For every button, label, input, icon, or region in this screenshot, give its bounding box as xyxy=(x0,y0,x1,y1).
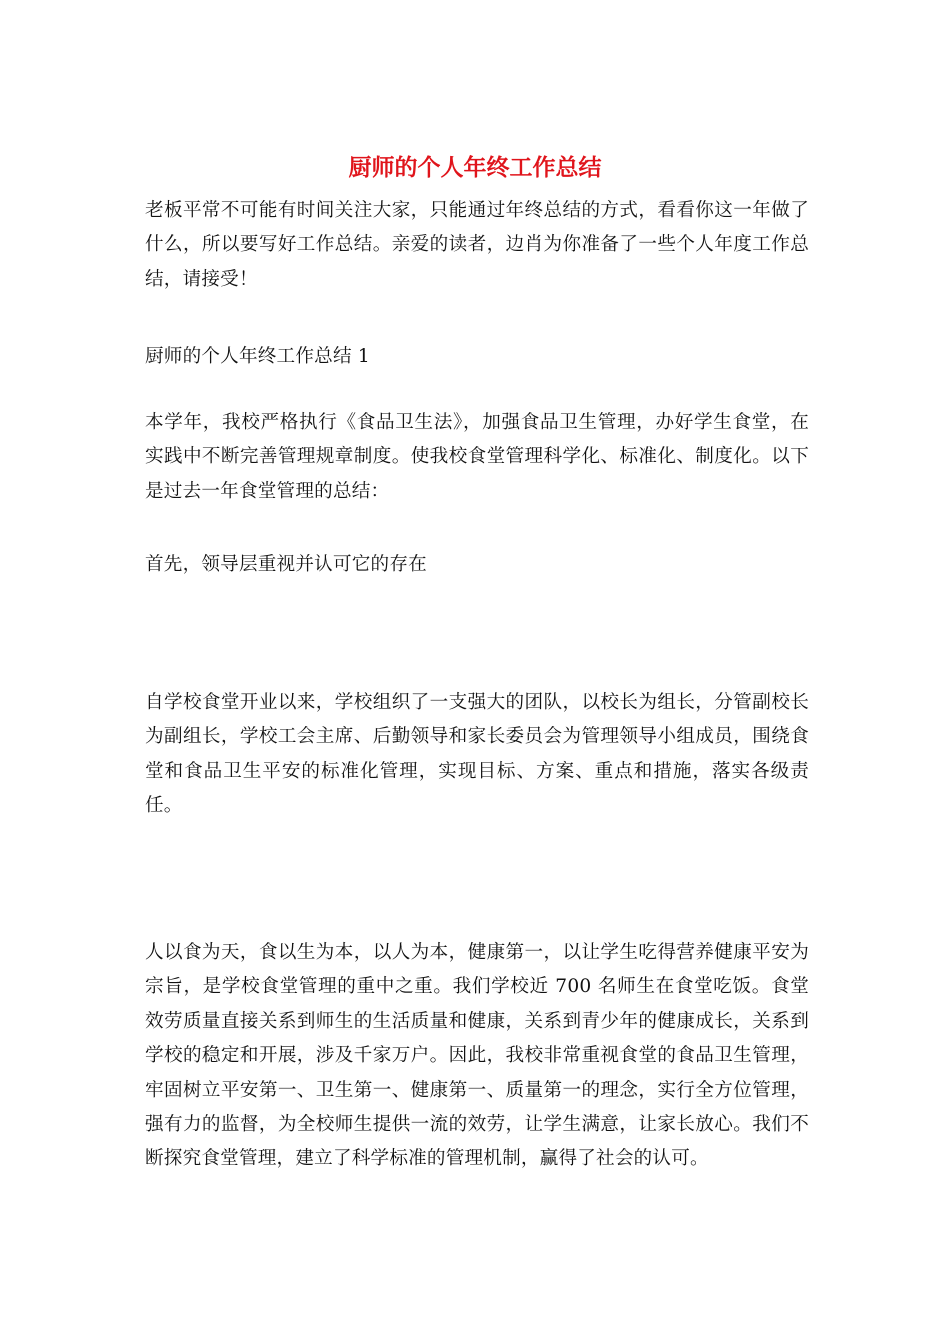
section-subheading: 厨师的个人年终工作总结 1 xyxy=(145,346,370,367)
first-point-heading: 首先，领导层重视并认可它的存在 xyxy=(145,554,427,575)
team-paragraph: 自学校食堂开业以来，学校组织了一支强大的团队，以校长为组长，分管副校长为副组长，学校工会主席、后勤领导和家长委员会为管理领导小组成员，围绕食堂和食品卫生平安的标准化管理，实现目标、方案、重点和措施，落实各级责任。 xyxy=(145,692,809,817)
school-year-paragraph: 本学年，我校严格执行《食品卫生法》，加强食品卫生管理，办好学生食堂，在实践中不断完善管理规章制度。使我校食堂管理科学化、标准化、制度化。以下是过去一年食堂管理的总结： xyxy=(145,412,809,502)
intro-paragraph: 老板平常不可能有时间关注大家，只能通过年终总结的方式，看看你这一年做了什么，所以要写好工作总结。亲爱的读者，边肖为你准备了一些个人年度工作总结，请接受！ xyxy=(145,200,809,290)
document-title: 厨师的个人年终工作总结 xyxy=(348,155,602,181)
food-safety-paragraph: 人以食为天，食以生为本，以人为本，健康第一，以让学生吃得营养健康平安为宗旨，是学校食堂管理的重中之重。我们学校近 700 名师生在食堂吃饭。食堂效劳质量直接关系到师生的生活质量和健康，关系到青少年的健康成长，关系到学校的稳定和开展，涉及千家万户。因此，我校非常重视食堂的食品卫生管理，牢固树立平安第一、卫生第一、健康第一、质量第一的理念，实行全方位管理，强有力的监督，为全校师生提供一流的效劳，让学生满意，让家长放心。我们不断探究食堂管理，建立了科学标准的管理机制，赢得了社会的认可。 xyxy=(145,942,809,1170)
